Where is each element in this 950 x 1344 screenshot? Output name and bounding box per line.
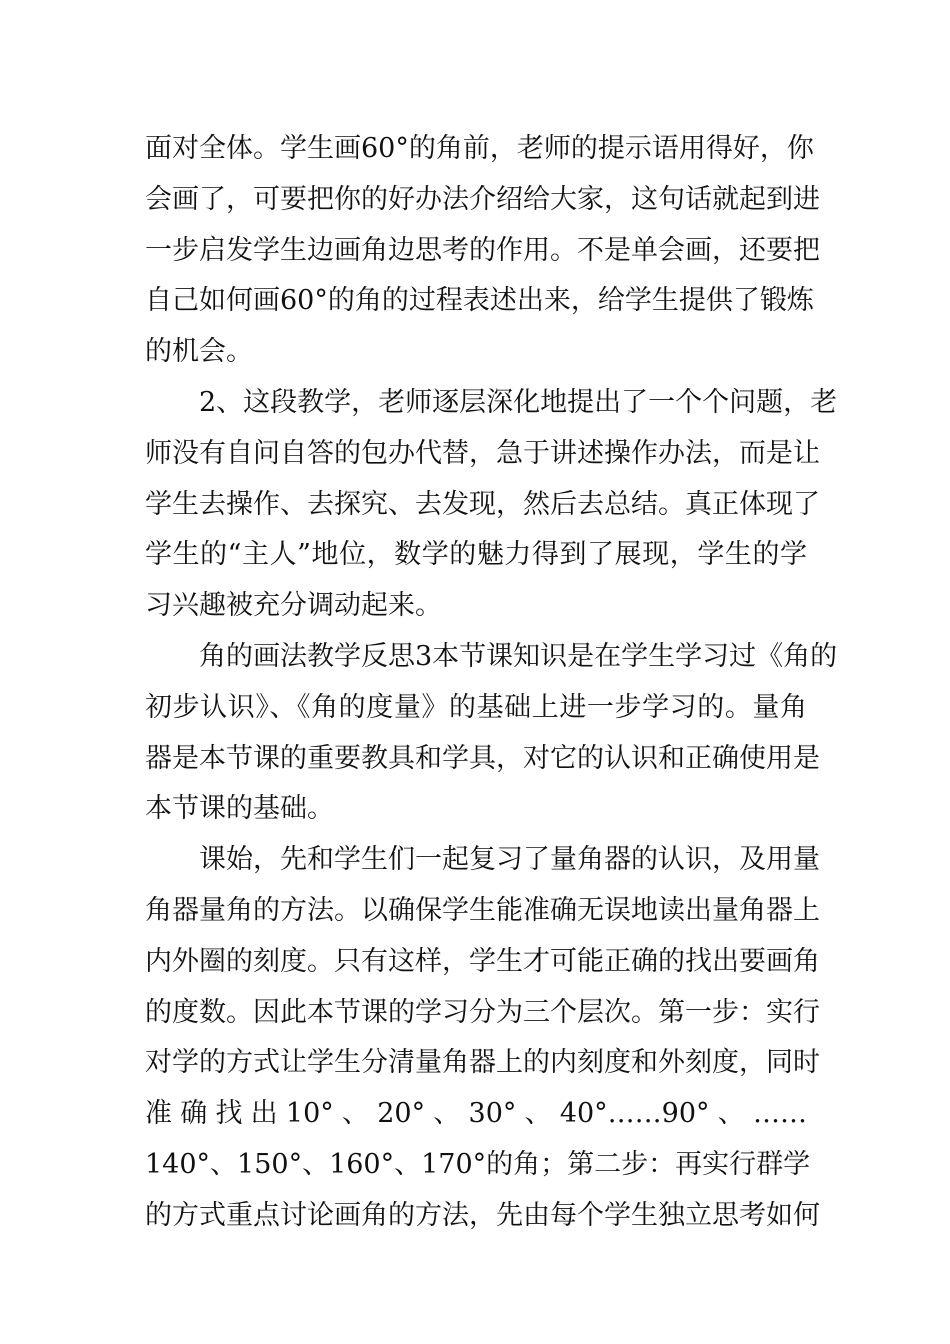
- text-line: 内外圈的刻度。只有这样，学生才可能正确的找出要画角: [145, 945, 820, 977]
- text-line: 师没有自问自答的包办代替，急于讲述操作办法，而是让: [145, 437, 820, 469]
- text-line: 的方式重点讨论画角的方法，先由每个学生独立思考如何: [145, 1199, 820, 1231]
- text-line: 会画了，可要把你的好办法介绍给大家，这句话就起到进: [145, 183, 820, 215]
- text-line: 角器量角的方法。以确保学生能准确无误地读出量角器上: [145, 894, 820, 926]
- text-line: 学生的“主人”地位，数学的魅力得到了展现，学生的学: [145, 539, 807, 571]
- text-line: 器是本节课的重要教具和学具，对它的认识和正确使用是: [145, 742, 820, 774]
- text-line: 课始，先和学生们一起复习了量角器的认识，及用量: [145, 844, 820, 876]
- text-line: 一步启发学生边画角边思考的作用。不是单会画，还要把: [145, 234, 820, 266]
- text-line: 准确找出10°、20°、30°、40°……90°、……: [145, 1098, 807, 1130]
- text-line: 学生去操作、去探究、去发现，然后去总结。真正体现了: [145, 488, 820, 520]
- text-line: 角的画法教学反思3本节课知识是在学生学习过《角的: [145, 640, 838, 672]
- text-line: 自己如何画60°的角的过程表述出来，给学生提供了锻炼: [145, 285, 814, 317]
- text-line: 对学的方式让学生分清量角器上的内刻度和外刻度，同时: [145, 1047, 820, 1079]
- text-line: 本节课的基础。: [145, 793, 334, 825]
- text-line: 习兴趣被充分调动起来。: [145, 590, 442, 622]
- text-line: 140°、150°、160°、170°的角；第二步：再实行群学: [145, 1148, 811, 1180]
- text-line: 2、这段教学，老师逐层深化地提出了一个个问题，老: [145, 386, 838, 418]
- text-line: 初步认识》、《角的度量》的基础上进一步学习的。量角: [145, 691, 807, 723]
- text-line: 面对全体。学生画60°的角前，老师的提示语用得好，你: [145, 133, 814, 164]
- text-line: 的机会。: [145, 336, 253, 368]
- document-body: [145, 124, 838, 1242]
- text-line: 的度数。因此本节课的学习分为三个层次。第一步：实行: [145, 996, 820, 1028]
